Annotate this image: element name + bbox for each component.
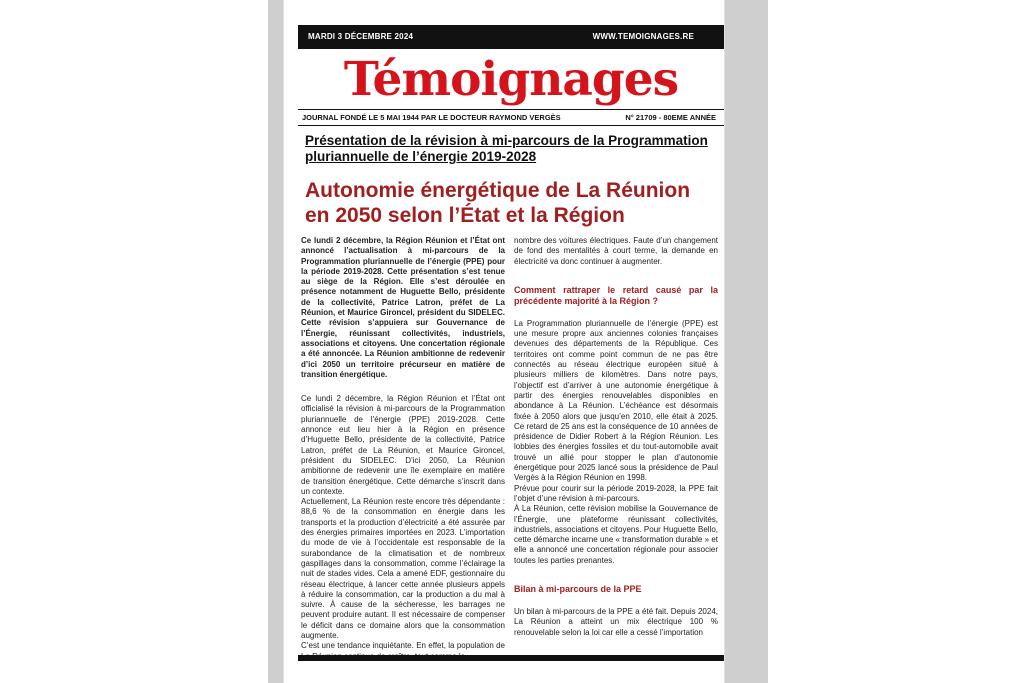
right-gray-band [718, 0, 768, 683]
issue-number: N° 21709 - 80EME ANNÉE [625, 113, 716, 122]
body-paragraph: C’est une tendance inquiétante. En effet, la population de [301, 641, 505, 651]
article-column-right [514, 236, 718, 638]
body-paragraph: La Programmation pluriannuelle de l’énergie (PPE) est une mesure propre aux anciennes colonies françaises devenues des départements de la République. Ces territoires ont comme point commun de ne pas être connectés au réseau électrique européen situé à plusieurs milliers de kilomètres. Dans notre pays, l’objectif est d’arriver à une autonomie énergétique à partir des énergies renouvelables disponibles en abondance à La Réunion. L’échéance est désormais fixée à 2050 alors que jusqu’en 2010, elle était à 2025. Ce retard de 25 ans est la conséquence de 10 années de présidence de Didier Robert à la Région Réunion. Les lobbies des énergies fossiles et du tout-automobile avait trouvé un allié pour stopper le plan d’autonomie énergétique pour 2025 lancé sous la présidence de Paul Vergès à la Région Réunion en 1998. [514, 318, 718, 483]
body-paragraph: Prévue pour courir sur la période 2019-2028, la PPE fait l’objet d’une révision à mi-parcours. [514, 483, 718, 503]
founded-line: JOURNAL FONDÉ LE 5 MAI 1944 PAR LE DOCTEUR RAYMOND VERGÈS [302, 113, 561, 122]
masthead-subline [298, 109, 724, 126]
article-lead: Ce lundi 2 décembre, la Région Réunion et l’État ont annoncé l’actualisation à mi-parcours de la Programmation pluriannuelle de l’énergie (PPE) pour la période 2019-2028. Cette présentation s’est tenue au siège de la Région. Elle s’est déroulée en présence notamment de Huguette Bello, présidente de la collectivité, Patrice Latron, préfet de La Réunion, et Maurice Gironcel, président du SIDELEC. Cette révision s’appuiera sur Gouvernance de l’Énergie, réunissant collectivités, industriels, associations et citoyens. Une concertation régionale a été annoncée. La Réunion ambitionne de redevenir d’ici 2050 un territoire précurseur en matière de transition énergétique. [301, 236, 505, 379]
website-link[interactable]: WWW.TEMOIGNAGES.RE [592, 32, 694, 41]
section-heading: Comment rattraper le retard causé par la précédente majorité à la Région ? [514, 284, 718, 306]
article-kicker: Présentation de la révision à mi-parcours de la Programmation pluriannuelle de l’énergie 2019-2028 [305, 133, 708, 164]
masthead-logo: Témoignages [343, 52, 679, 107]
top-bar [298, 25, 724, 49]
body-paragraph: Actuellement, La Réunion reste encore très dépendante : 88,6 % de la consommation en énergie dans les transports et la production d’électricité a été assurée par des énergies primaires importées en 2023. L’importation du mode de vie à l’occidentale est responsable de la surabondance de la climatisation et de nombreux gaspillages dans la consommation, comme l’éclairage la nuit de stades vides. Cela a amené EDF, gestionnaire du réseau électrique, à lancer cette année plusieurs appels à réduire la consommation, car la production a du mal à suivre. À cause de la sécheresse, les barrages ne peuvent produire autant. Il est nécessaire de compenser le déficit dans ce domaine alors que la consommation augmente. [301, 497, 505, 640]
body-paragraph: À La Réunion, cette révision mobilise la Gouvernance de l’Énergie, une plateforme réunissant collectivités, industriels, associations et citoyens. Pour Huguette Bello, cette démarche incarne une « transformation durable » et elle a annoncé une concertation régionale pour associer toutes les parties prenantes. [514, 504, 718, 565]
body-paragraph: Ce lundi 2 décembre, la Région Réunion et l’État ont officialisé la révision à mi-parcours de la Programmation pluriannuelle de l’énergie (PPE) 2019-2028. Cette annonce eut lieu hier à la Région en présence d’Huguette Bello, présidente de la collectivité, Patrice Latron, préfet de La Réunion, et Maurice Gironcel, président du SIDELEC. D’ici 2050, La Réunion ambitionne de redevenir une île exemplaire en matière de transition énergétique. Cette démarche s’inscrit dans un contexte. [301, 394, 505, 496]
bottom-bar [298, 655, 724, 661]
article-headline: Autonomie énergétique de La Réunion en 2050 selon l’État et la Région [305, 179, 691, 227]
issue-date: MARDI 3 DÉCEMBRE 2024 [308, 32, 414, 41]
body-paragraph: nombre des voitures électriques. Faute d’un changement de fond des mentalités à court terme, la demande en électricité va donc continuer à augmenter. [514, 236, 718, 266]
section-heading: Bilan à mi-parcours de la PPE [514, 584, 642, 595]
body-paragraph: Un bilan à mi-parcours de la PPE a été fait. Depuis 2024, La Réunion a atteint un mix électrique 100 % renouvelable selon la loi car elle a cessé l’importation [514, 607, 718, 637]
article-column-left [301, 236, 505, 662]
